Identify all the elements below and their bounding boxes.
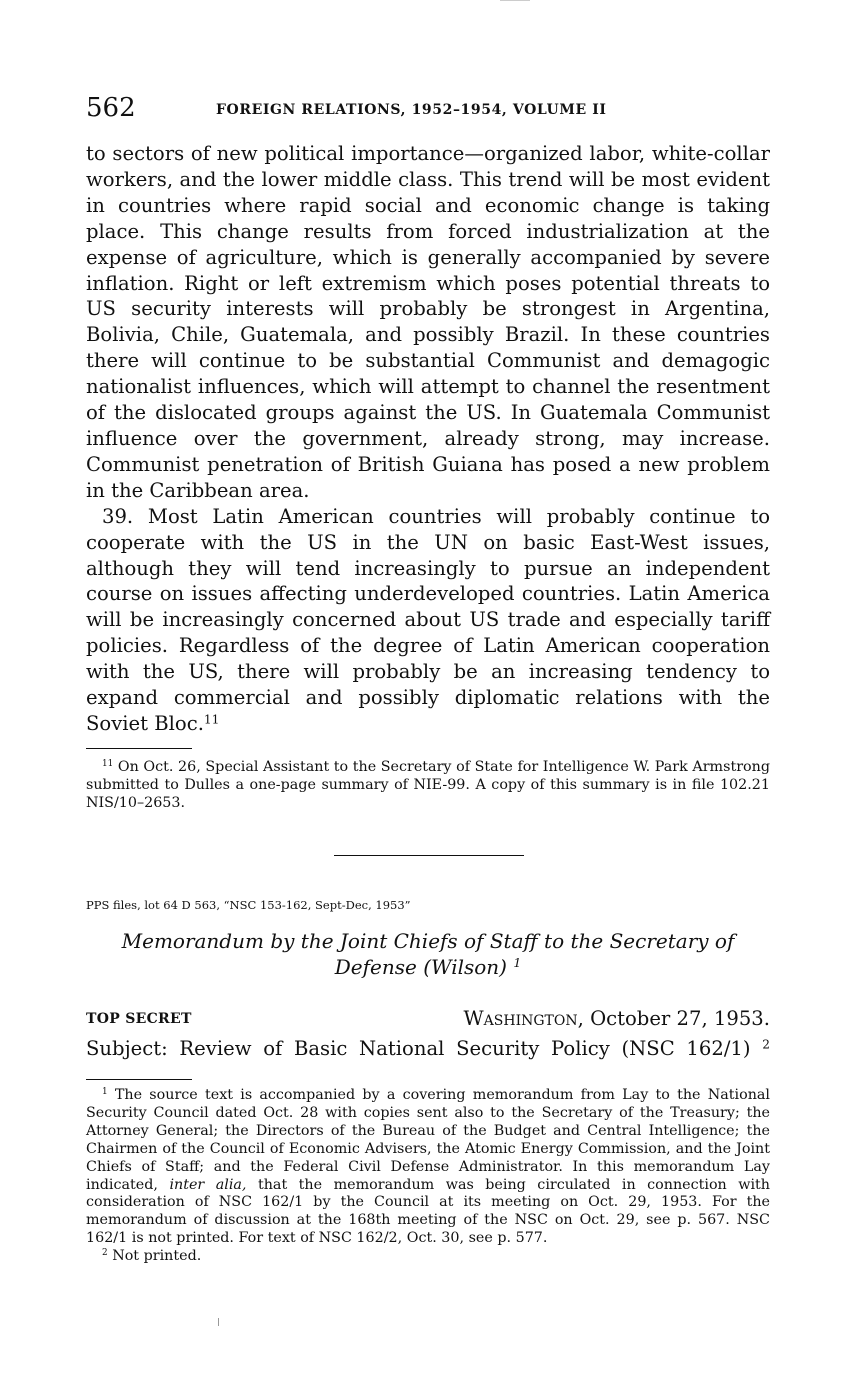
footnotes-memo — [86, 1087, 770, 1266]
paragraph-continued: to sectors of new political importance—organized labor, white-collar workers, and the lower middle class. This trend will be most evident in countries where rapid social and economic change is taking place. This change results from forced industrialization at the expense of agriculture, which is generally accompanied by severe inflation. Right or left extremism which poses potential threats to US security interests will probably be strongest in Argentina, Bolivia, Chile, Guatemala, and possibly Brazil. In these countries there will continue to be substantial Communist and demagogic nationalist influences, which will attempt to channel the resentment of the dislocated groups against the US. In Guatemala Communist influence over the government, already strong, may increase. Communist penetration of British Guiana has posed a new problem in the Caribbean area. — [86, 142, 770, 502]
subject-text: Subject: Review of Basic National Security Policy (NSC 162/1) — [86, 1037, 751, 1060]
dateline — [464, 1006, 770, 1032]
scan-mark-bottom — [218, 1318, 219, 1326]
dateline-place: Washington — [463, 1007, 578, 1030]
footnote-rule-2 — [86, 1079, 192, 1080]
footnote-1-text-b: that the memorandum was being circulated in connection with consideration of NSC 162/1 by the Council at its meeting on Oct. 29, 1953. For the memorandum of discussion at the 168th meeting of the NSC on Oct. 29, see p. 567. NSC 162/1 is not printed. For text of NSC 162/2, Oct. 30, see p. 577. — [86, 1176, 771, 1247]
paragraph-39 — [86, 504, 770, 737]
footnote-11-text: On Oct. 26, Special Assistant to the Secretary of State for Intelligence W. Park Armstrong submitted to Dulles a one-page summary of NIE-99. A copy of this summary is in file 102.21 NIS/10–2653. — [86, 759, 770, 811]
footnote-11-paragraph — [86, 759, 770, 813]
footnote-11 — [86, 759, 770, 813]
main-text — [86, 141, 770, 737]
subject-footnote-ref: 2 — [762, 1037, 770, 1052]
footnote-rule — [86, 748, 192, 749]
footnote-1-italic: inter alia, — [169, 1176, 247, 1193]
document-title — [86, 928, 770, 980]
footnote-2-marker: 2 — [102, 1248, 108, 1259]
dateline-date: , October 27, 1953. — [577, 1007, 770, 1030]
document-source: PPS files, lot 64 D 563, “NSC 153-162, Sept-Dec, 1953” — [86, 898, 411, 912]
section-divider — [334, 855, 524, 856]
title-footnote-ref: 1 — [513, 955, 522, 971]
footnote-11-marker: 11 — [102, 759, 114, 770]
document-title-text: Memorandum by the Joint Chiefs of Staff to the Secretary of Defense (Wilson) — [121, 929, 735, 979]
running-header — [86, 92, 770, 124]
footnote-1 — [86, 1087, 770, 1248]
footnote-2-text: Not printed. — [112, 1248, 202, 1265]
page-number: 562 — [86, 93, 136, 123]
subject-line — [86, 1036, 770, 1062]
running-title: FOREIGN RELATIONS, 1952–1954, VOLUME II — [216, 102, 607, 118]
document-meta — [86, 1006, 770, 1034]
paragraph-39-text: 39. Most Latin American countries will probably continue to cooperate with the US in the UN on basic East-West issues, although they will tend increasingly to pursue an independent course on issues affecting underdeveloped countries. Latin America will be increasingly concerned about US trade and especially tariff policies. Regardless of the degree of Latin American cooperation with the US, there will probably be an increasing tendency to expand commercial and possibly diplomatic relations with the Soviet Bloc. — [86, 504, 770, 735]
footnote-1-text-a: The source text is accompanied by a covering memorandum from Lay to the National Security Council dated Oct. 28 with copies sent also to the Secretary of the Treasury; the Attorney General; the Directors of the Bureau of the Budget and Central Intelligence; the Chairmen of the Council of Economic Advisers, the Atomic Energy Commission, and the Joint Chiefs of Staff; and the Federal Civil Defense Administrator. In this memorandum Lay indicated, — [86, 1087, 770, 1193]
scan-mark-top — [500, 0, 530, 1]
footnote-ref-11: 11 — [203, 712, 220, 727]
classification-label: TOP SECRET — [86, 1011, 192, 1027]
footnote-1-marker: 1 — [102, 1087, 108, 1098]
footnote-2 — [86, 1248, 770, 1266]
